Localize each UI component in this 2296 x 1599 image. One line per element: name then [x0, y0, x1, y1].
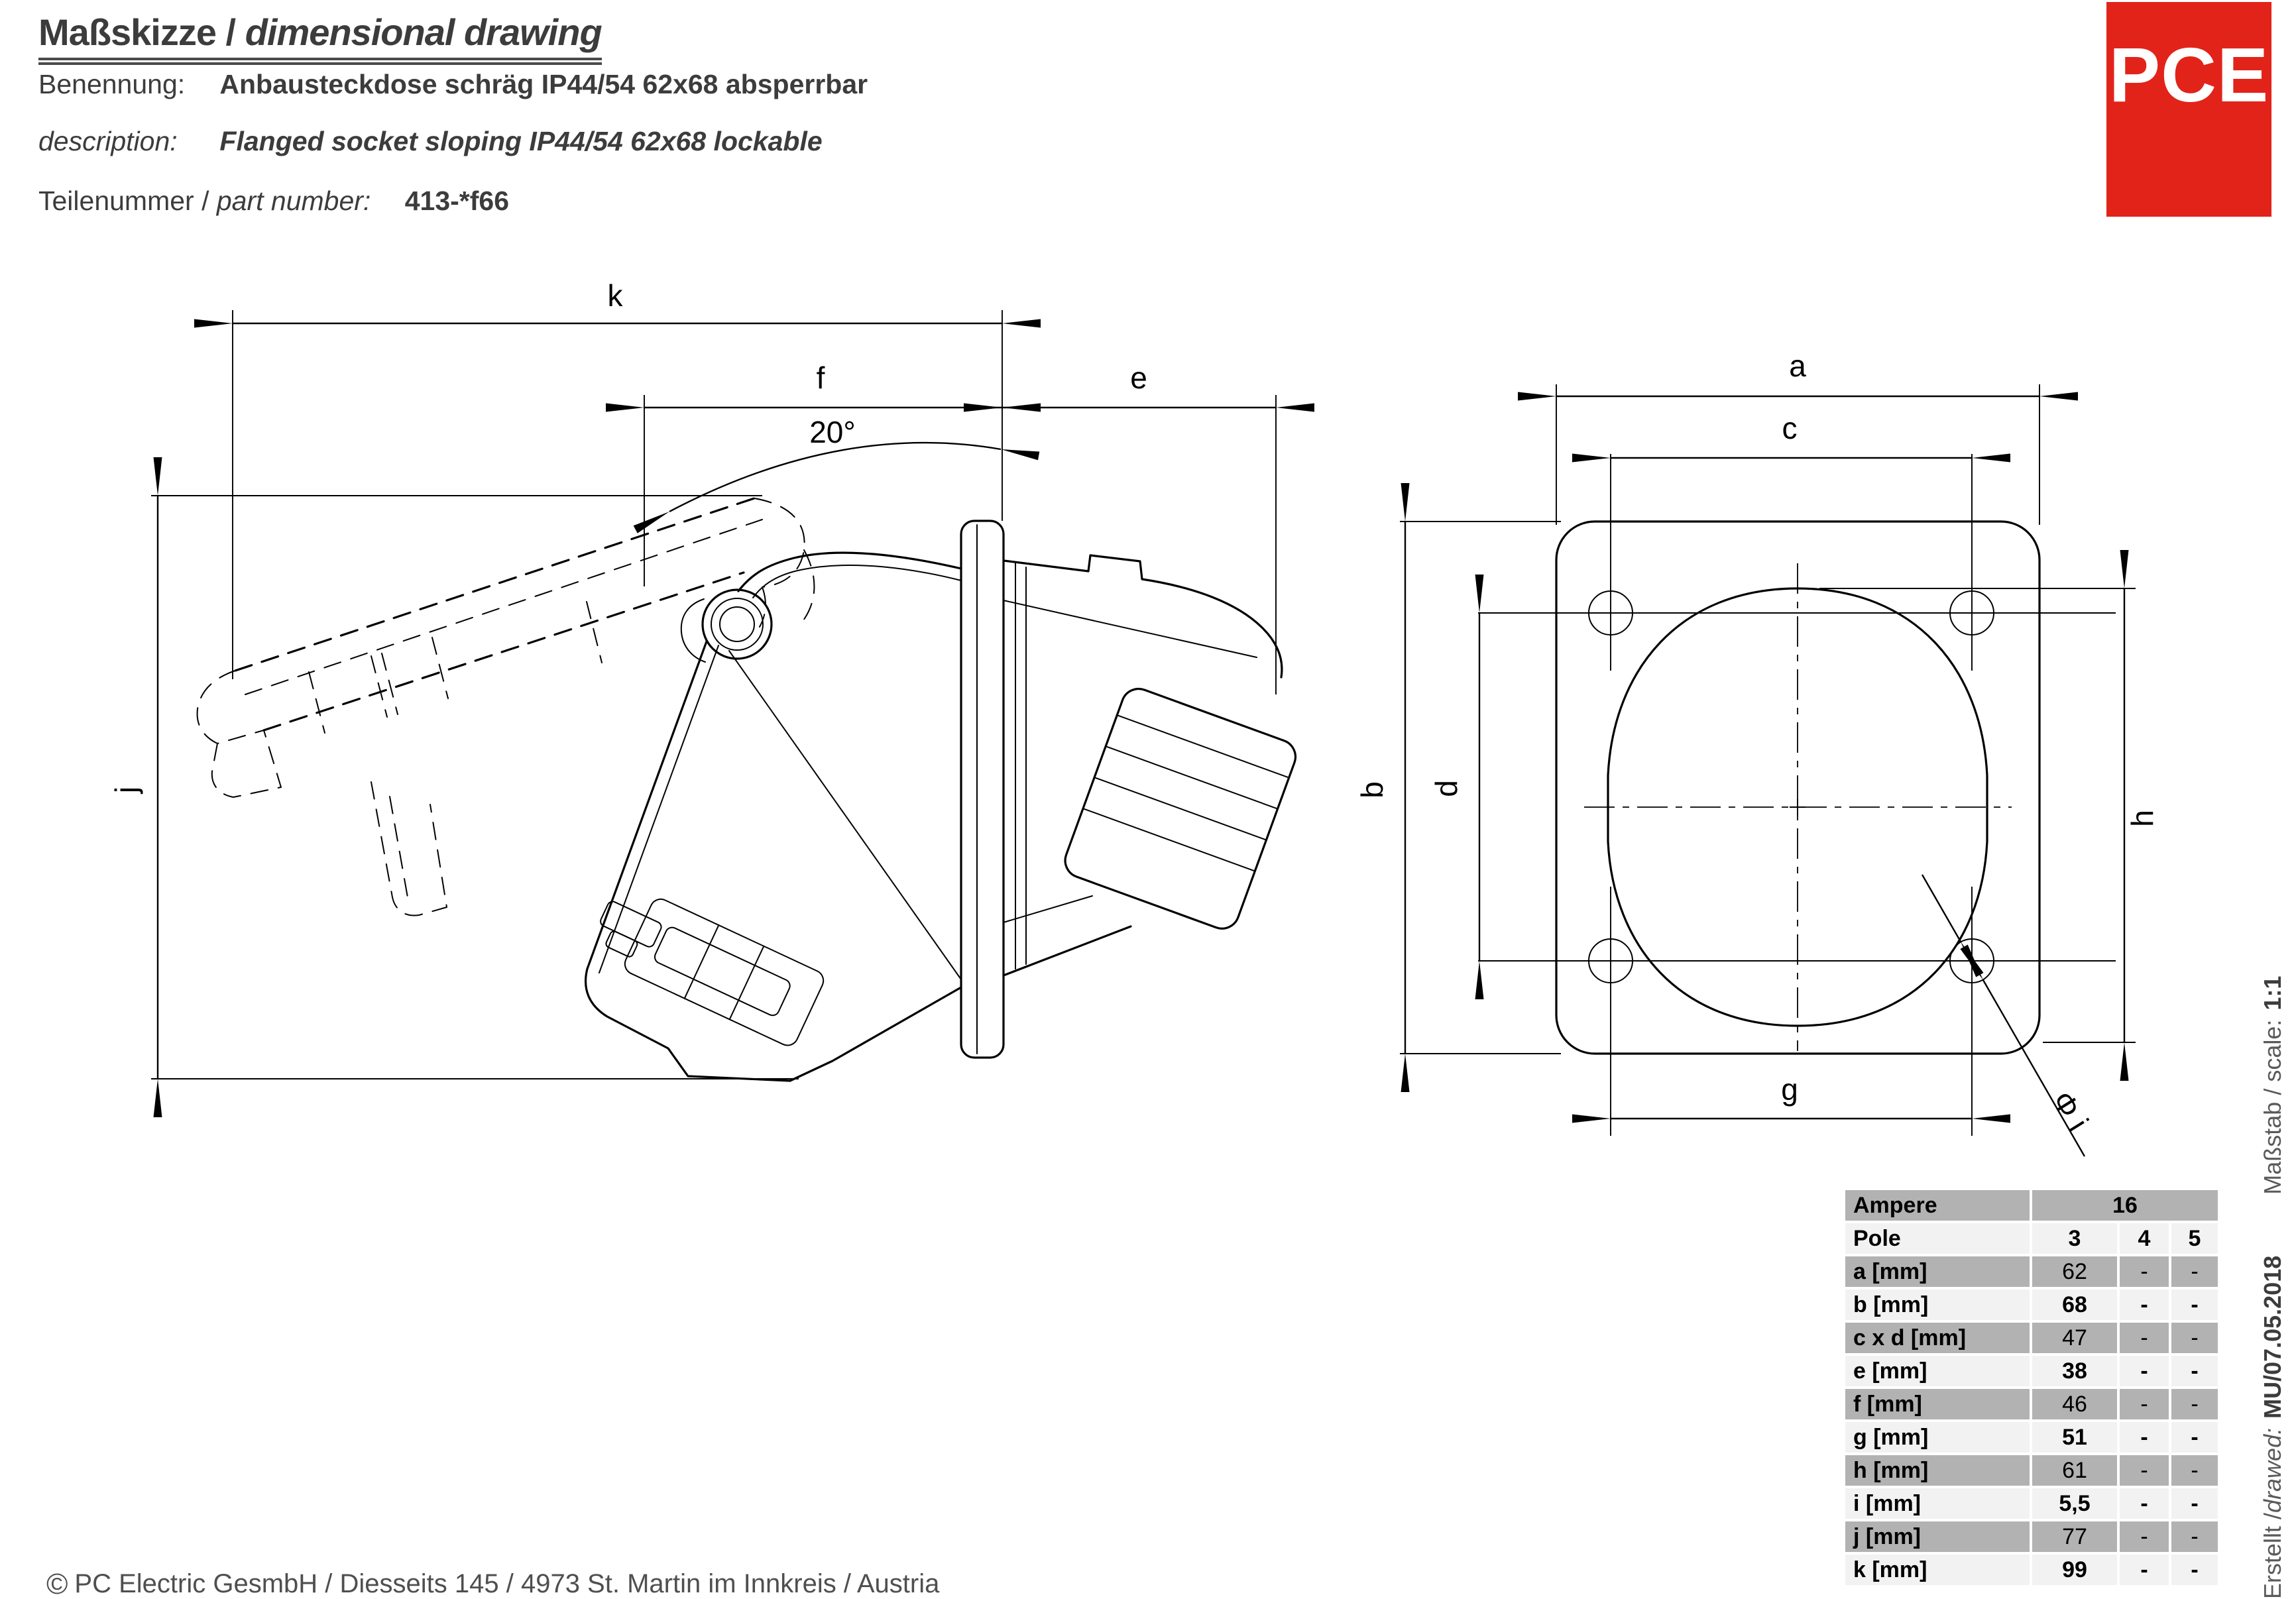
- copyright-icon: ©: [46, 1568, 68, 1599]
- pole-label: Pole: [1845, 1223, 2030, 1254]
- dim-label-k: k: [607, 278, 623, 313]
- table-row: [1845, 1455, 2220, 1486]
- dimension-table: [1845, 1190, 2220, 1588]
- dimension-rows: [1845, 1256, 2220, 1585]
- row-value: -: [2171, 1455, 2218, 1486]
- row-value: -: [2171, 1521, 2218, 1552]
- footer-text: PC Electric GesmbH / Diesseits 145 / 4973 St. Martin im Innkreis / Austria: [74, 1569, 940, 1598]
- row-label: h [mm]: [1845, 1455, 2030, 1486]
- table-row: [1845, 1422, 2220, 1453]
- row-value: 99: [2032, 1555, 2117, 1585]
- row-value: -: [2120, 1290, 2169, 1320]
- row-label: c x d [mm]: [1845, 1323, 2030, 1353]
- front-view-mounting-holes: [1478, 454, 2116, 1136]
- row-label: i [mm]: [1845, 1488, 2030, 1519]
- row-value: -: [2171, 1555, 2218, 1585]
- dim-label-d: d: [1429, 780, 1464, 797]
- table-row-pole: [1845, 1223, 2220, 1254]
- row-value: -: [2171, 1290, 2218, 1320]
- table-row: [1845, 1290, 2220, 1320]
- table-row: [1845, 1323, 2220, 1353]
- table-row: [1845, 1555, 2220, 1585]
- row-value: -: [2171, 1389, 2218, 1419]
- dim-label-h: h: [2125, 810, 2159, 827]
- dim-label-a: a: [1789, 349, 1806, 383]
- table-row-ampere: [1845, 1190, 2220, 1221]
- front-view-hole-diameter-leader: [1922, 875, 2095, 1156]
- dim-label-j: j: [109, 786, 143, 794]
- row-value: 47: [2032, 1323, 2117, 1353]
- description-label: description:: [38, 126, 178, 156]
- row-value: -: [2120, 1488, 2169, 1519]
- side-view-rear-connector: [1004, 555, 1300, 975]
- table-row: [1845, 1521, 2220, 1552]
- page-title-separator: /: [216, 11, 245, 53]
- footer-copyright: [46, 1568, 939, 1599]
- title-block-vertical-text: [2258, 963, 2288, 1599]
- row-value: 5,5: [2032, 1488, 2117, 1519]
- row-label: e [mm]: [1845, 1356, 2030, 1386]
- front-view: [1355, 349, 2159, 1156]
- row-value: -: [2120, 1555, 2169, 1585]
- created-value: MU/07.05.2018: [2259, 1255, 2286, 1419]
- created-label: Erstellt /: [2259, 1512, 2286, 1599]
- row-label: b [mm]: [1845, 1290, 2030, 1320]
- row-value: 61: [2032, 1455, 2117, 1486]
- pole-value: 3: [2032, 1223, 2117, 1254]
- row-value: -: [2171, 1323, 2218, 1353]
- dim-label-b: b: [1355, 781, 1389, 799]
- row-value: -: [2120, 1422, 2169, 1453]
- description-value: Flanged socket sloping IP44/54 62x68 lockable: [219, 126, 823, 156]
- dim-label-c: c: [1782, 411, 1798, 445]
- scale-label: Maßstab / scale:: [2259, 1019, 2286, 1195]
- side-view: [109, 278, 1300, 1081]
- table-row: [1845, 1256, 2220, 1287]
- pce-logo-text: PCE: [2108, 32, 2269, 118]
- row-label: j [mm]: [1845, 1521, 2030, 1552]
- ampere-value: 16: [2032, 1190, 2218, 1221]
- row-value: -: [2171, 1422, 2218, 1453]
- name-value: Anbausteckdose schräg IP44/54 62x68 absperrbar: [219, 69, 868, 99]
- row-value: -: [2171, 1256, 2218, 1287]
- dim-label-angle: 20°: [809, 415, 856, 449]
- part-number-label-de: Teilenummer /: [38, 186, 217, 216]
- created-label-en: drawed:: [2259, 1427, 2286, 1513]
- row-value: 62: [2032, 1256, 2117, 1287]
- dim-label-f: f: [816, 360, 825, 395]
- page-title-en: dimensional drawing: [245, 11, 602, 53]
- table-row: [1845, 1488, 2220, 1519]
- row-value: 46: [2032, 1389, 2117, 1419]
- part-number-value: 413-*f66: [404, 186, 510, 216]
- pole-value: 5: [2171, 1223, 2218, 1254]
- row-value: -: [2120, 1521, 2169, 1552]
- row-value: -: [2120, 1323, 2169, 1353]
- row-value: -: [2120, 1256, 2169, 1287]
- dim-label-g: g: [1781, 1072, 1798, 1107]
- name-label: Benennung:: [38, 69, 186, 99]
- side-view-flange-plate: [961, 521, 1004, 1058]
- row-value: 51: [2032, 1422, 2117, 1453]
- scale-value: 1:1: [2259, 975, 2286, 1011]
- row-label: f [mm]: [1845, 1389, 2030, 1419]
- row-value: 38: [2032, 1356, 2117, 1386]
- row-value: -: [2171, 1488, 2218, 1519]
- row-value: -: [2120, 1389, 2169, 1419]
- dim-label-hole-dia: Φ i: [2045, 1085, 2096, 1137]
- row-value: -: [2120, 1356, 2169, 1386]
- dim-label-e: e: [1130, 360, 1147, 395]
- row-label: a [mm]: [1845, 1256, 2030, 1287]
- table-row: [1845, 1356, 2220, 1386]
- row-label: g [mm]: [1845, 1422, 2030, 1453]
- part-number-label-en: part number:: [216, 186, 371, 216]
- side-view-body: [586, 553, 961, 1081]
- row-value: 68: [2032, 1290, 2117, 1320]
- table-row: [1845, 1389, 2220, 1419]
- ampere-label: Ampere: [1845, 1190, 2030, 1221]
- row-value: -: [2171, 1356, 2218, 1386]
- side-view-open-lid: [198, 498, 815, 916]
- row-label: k [mm]: [1845, 1555, 2030, 1585]
- row-value: -: [2120, 1455, 2169, 1486]
- page-title-de: Maßskizze: [38, 11, 216, 53]
- pole-value: 4: [2120, 1223, 2169, 1254]
- row-value: 77: [2032, 1521, 2117, 1552]
